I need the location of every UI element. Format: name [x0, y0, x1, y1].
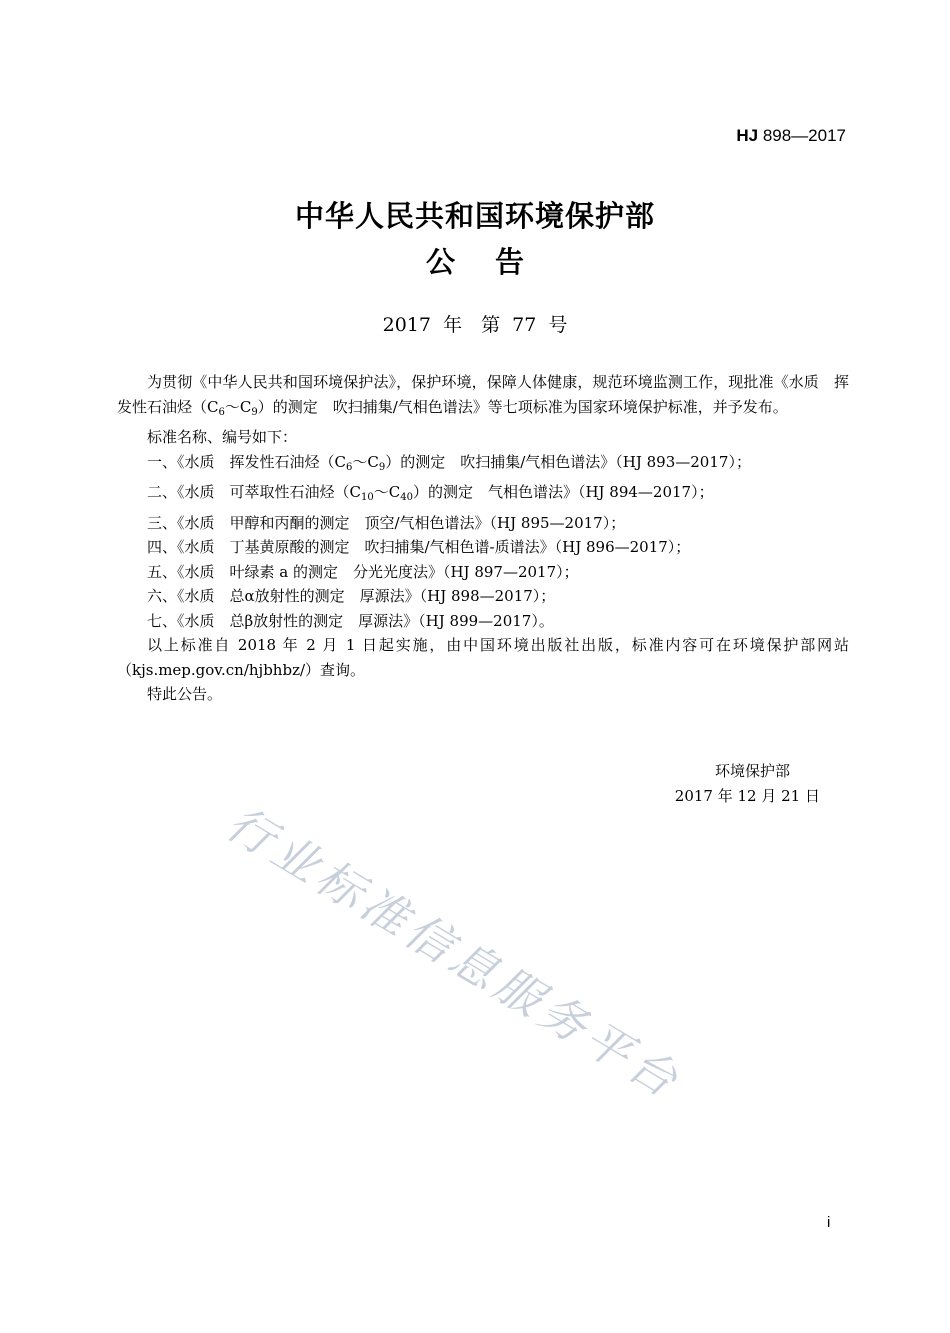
- intro-subscript-2: 9: [251, 406, 258, 418]
- list-heading: 标准名称、编号如下：: [147, 428, 298, 446]
- standard-item-3: 三、《水质 甲醇和丙酮的测定 顶空/气相色谱法》（HJ 895—2017）；: [147, 513, 626, 532]
- intro-text-3: ）的测定 吹扫捕集/气相色谱法》等七项标准为国家环境保护标准，并予发布。: [257, 397, 788, 416]
- standard-item-5: 五、《水质 叶绿素 a 的测定 分光光度法》（HJ 897—2017）；: [147, 562, 579, 581]
- signature-org: 环境保护部: [714, 762, 790, 780]
- standard-code-prefix: HJ: [736, 126, 759, 145]
- item-2-sub-1: 10: [360, 492, 374, 503]
- intro-text-2: ～C: [224, 397, 252, 416]
- intro-subscript-1: 6: [218, 406, 225, 418]
- implementation-paragraph: 以上标准自 2018 年 2 月 1 日起实施，由中国环境出版社出版，标准内容可在环境保护部网站（kjs.mep.gov.cn/hjbhbz/）查询。: [117, 636, 849, 679]
- item-2-text-a: 二、《水质 可萃取性石油烃（C: [147, 483, 361, 501]
- announcement-number: 2017 年 第 77 号: [382, 314, 568, 336]
- item-2-text-b: ～C: [373, 483, 401, 501]
- item-1-text-b: ～C: [352, 452, 379, 471]
- closing-text: 特此公告。: [147, 685, 223, 703]
- announcement-title: 公告: [425, 245, 564, 279]
- item-2-text-c: ）的测定 气相色谱法》（HJ 894—2017）；: [412, 483, 714, 501]
- intro-paragraph: [117, 370, 849, 425]
- item-1-text-c: ）的测定 吹扫捕集/气相色谱法》（HJ 893—2017）；: [385, 452, 751, 471]
- standard-code-number: 898—2017: [758, 126, 846, 145]
- page-number: i: [827, 1214, 831, 1231]
- announcement-body: [117, 370, 849, 707]
- signature-date: 2017 年 12 月 21 日: [674, 787, 820, 805]
- item-2-sub-2: 40: [400, 492, 413, 503]
- standard-item-4: 四、《水质 丁基黄原酸的测定 吹扫捕集/气相色谱-质谱法》（HJ 896—2017）；: [147, 538, 691, 556]
- item-1-sub-1: 6: [345, 461, 353, 473]
- standard-item-7: 七、《水质 总β放射性的测定 厚源法》（HJ 899—2017）。: [147, 611, 554, 630]
- watermark: 行业标准信息服务平台: [217, 795, 692, 1110]
- standard-code: [736, 126, 846, 146]
- item-1-text-a: 一、《水质 挥发性石油烃（C: [147, 452, 346, 471]
- standard-item-1: [117, 450, 849, 481]
- standard-item-2: [117, 480, 849, 511]
- intro-text-1: 为贯彻《中华人民共和国环境保护法》，保护环境，保障人体健康，规范环境监测工作，现批准《水质 挥发性石油烃（C: [117, 373, 849, 416]
- ministry-title: 中华人民共和国环境保护部: [294, 199, 655, 233]
- standard-item-6: 六、《水质 总α放射性的测定 厚源法》（HJ 898—2017）；: [147, 587, 556, 605]
- item-1-sub-2: 9: [378, 461, 386, 473]
